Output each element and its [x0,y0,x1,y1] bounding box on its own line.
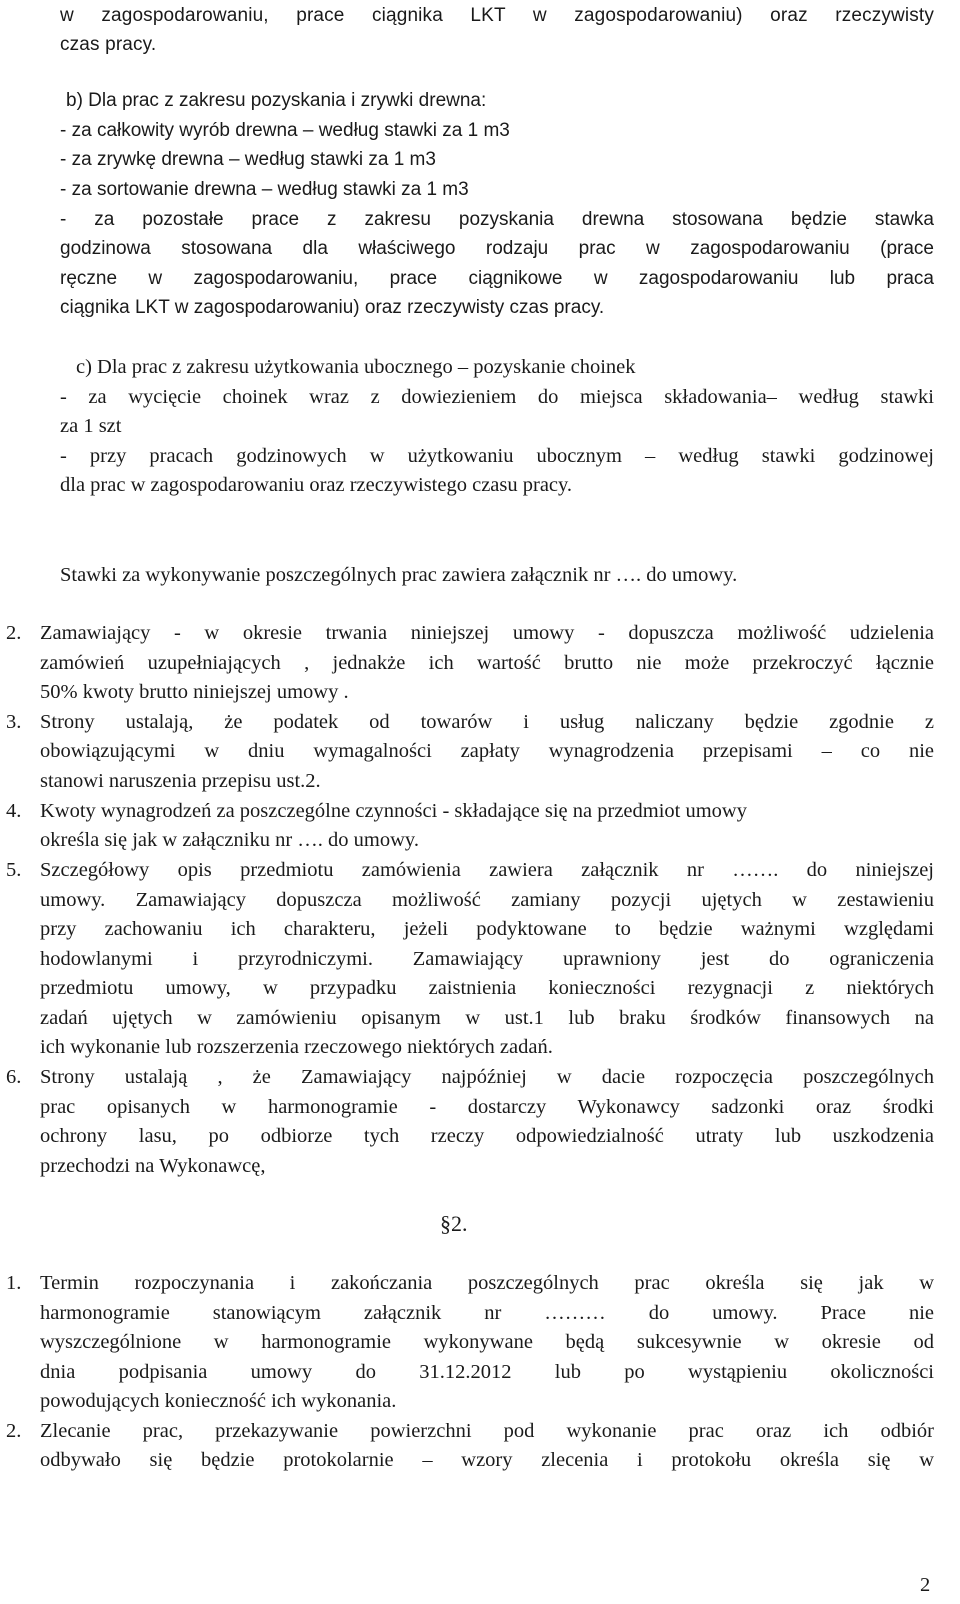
point-number: 5. [6,859,22,881]
text-line: - za zrywkę drewna – według stawki za 1 m3 [60,149,436,170]
point-number: 2. [6,622,22,644]
text-line: określa się jak w załączniku nr …. do umowy. [40,829,419,851]
text-line: obowiązującymi w dniu wymagalności zapłaty wynagrodzenia przepisami – co nie [40,740,934,762]
text-line: zadań ujętych w zamówieniu opisanym w ust.1 lub braku środków finansowych na [40,1007,934,1029]
rates-note: Stawki za wykonywanie poszczególnych prac zawiera załącznik nr …. do umowy. [60,564,738,586]
text-line: przedmiotu umowy, w przypadku zaistnienia konieczności rezygnacji z niektórych [40,977,934,999]
point-number: 3. [6,711,22,733]
text-line: 50% kwoty brutto niniejszej umowy . [40,681,349,703]
text-line: wyszczególnione w harmonogramie wykonywane będą sukcesywnie w okresie od [40,1331,934,1353]
point-number: 6. [6,1066,22,1088]
text-line: umowy. Zamawiający dopuszcza możliwość zamiany pozycji ujętych w zestawieniu [40,889,934,911]
text-line: Termin rozpoczynania i zakończania poszczególnych prac określa się jak w [40,1272,934,1294]
text-line: dla prac w zagospodarowaniu oraz rzeczywistego czasu pracy. [60,474,573,496]
text-line: stanowi naruszenia przepisu ust.2. [40,770,321,792]
text-line: hodowlanymi i przyrodniczymi. Zamawiający uprawniony jest do ograniczenia [40,948,934,970]
text-line: ciągnika LKT w zagospodarowaniu) oraz rzeczywisty czas pracy. [60,297,605,318]
text-line: dnia podpisania umowy do 31.12.2012 lub po wystąpieniu okoliczności [40,1361,934,1383]
text-line: czas pracy. [60,34,157,55]
text-line: przy zachowaniu ich charakteru, jeżeli podyktowane to będzie ważnymi względami [40,918,934,940]
page-number: 2 [920,1574,931,1596]
point-number: 1. [6,1272,22,1294]
point-number: 2. [6,1420,22,1442]
text-line: Zamawiający - w okresie trwania niniejszej umowy - dopuszcza możliwość udzielenia [40,622,934,644]
text-line: godzinowa stosowana dla właściwego rodzaju prac w zagospodarowaniu (prace [60,238,934,259]
text-line: powodujących konieczność ich wykonania. [40,1390,397,1412]
text-line: w zagospodarowaniu, prace ciągnika LKT w zagospodarowaniu) oraz rzeczywisty [60,5,934,26]
text-line: ręczne w zagospodarowaniu, prace ciągnikowe w zagospodarowaniu lub praca [60,268,934,289]
text-line: - przy pracach godzinowych w użytkowaniu ubocznym – według stawki godzinowej [60,445,934,467]
point-number: 4. [6,800,22,822]
text-line: ochrony lasu, po odbiorze tych rzeczy odpowiedzialność utraty lub uszkodzenia [40,1125,934,1147]
text-line: za 1 szt [60,415,122,437]
text-line: Kwoty wynagrodzeń za poszczególne czynności - składające się na przedmiot umowy [40,800,747,822]
text-line: prac opisanych w harmonogramie - dostarczy Wykonawcy sadzonki oraz środki [40,1096,934,1118]
text-line: - za wycięcie choinek wraz z dowiezieniem do miejsca składowania– według stawki [60,386,934,408]
text-line: - za pozostałe prace z zakresu pozyskania drewna stosowana będzie stawka [60,209,934,230]
text-line: - za całkowity wyrób drewna – według stawki za 1 m3 [60,120,510,141]
text-line: przechodzi na Wykonawcę, [40,1155,266,1177]
text-line: - za sortowanie drewna – według stawki za 1 m3 [60,179,469,200]
text-line: odbywało się będzie protokolarnie – wzory zlecenia i protokołu określa się w [40,1449,934,1471]
text-line: Zlecanie prac, przekazywanie powierzchni pod wykonanie prac oraz ich odbiór [40,1420,934,1442]
text-line: Strony ustalają, że podatek od towarów i usług naliczany będzie zgodnie z [40,711,934,733]
text-line: ich wykonanie lub rozszerzenia rzeczowego niektórych zadań. [40,1036,553,1058]
section-b-heading: b) Dla prac z zakresu pozyskania i zrywki drewna: [66,90,487,111]
text-line: harmonogramie stanowiącym załącznik nr ……… do umowy. Prace nie [40,1302,934,1324]
text-line: Szczegółowy opis przedmiotu zamówienia zawiera załącznik nr ……. do niniejszej [40,859,934,881]
text-line: Strony ustalają , że Zamawiający najpóźniej w dacie rozpoczęcia poszczególnych [40,1066,934,1088]
section-heading: §2. [440,1211,468,1236]
text-line: zamówień uzupełniających , jednakże ich wartość brutto nie może przekroczyć łącznie [40,652,934,674]
section-c-heading: c) Dla prac z zakresu użytkowania ubocznego – pozyskanie choinek [76,356,636,378]
